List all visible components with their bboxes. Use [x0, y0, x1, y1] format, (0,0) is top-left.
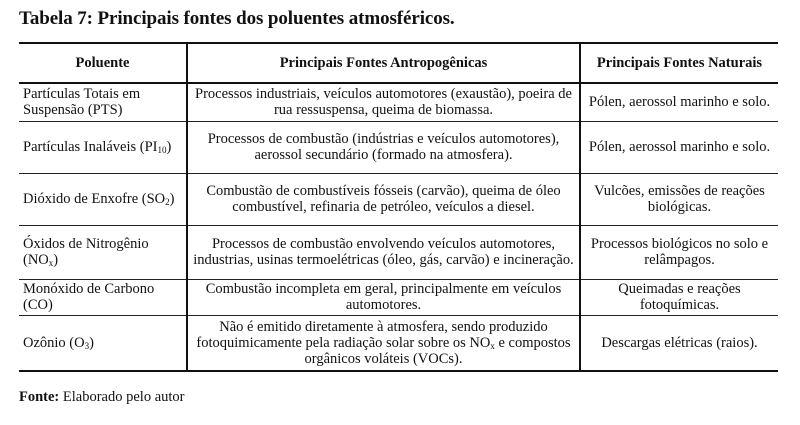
cell-natural: Descargas elétricas (raios). — [580, 315, 778, 371]
table-row — [19, 315, 778, 371]
table-title: Tabela 7: Principais fontes dos poluentes atmosféricos. — [19, 8, 455, 29]
cell-pollutant: Monóxido de Carbono (CO) — [19, 279, 187, 315]
source-text: Elaborado pelo autor — [59, 389, 185, 405]
cell-anthropogenic: Não é emitido diretamente à atmosfera, sendo produzido fotoquimicamente pela radiação solar sobre os $NO_x$ e compostos orgânicos voláteis (VOCs). — [187, 315, 580, 371]
table-row — [19, 173, 778, 225]
pollutants-table — [19, 42, 778, 372]
cell-pollutant: Dióxido de Enxofre $(SO_2)$ — [19, 173, 187, 225]
cell-anthropogenic: Processos de combustão envolvendo veículos automotores, industrias, usinas termoelétricas (óleo, gás, carvão) e incineração. — [187, 225, 580, 279]
table-header-row — [19, 43, 778, 83]
table-row — [19, 121, 778, 173]
header-anthropogenic: Principais Fontes Antropogênicas — [187, 43, 580, 83]
cell-anthropogenic: Combustão de combustíveis fósseis (carvão), queima de óleo combustível, refinaria de petróleo, veículos a diesel. — [187, 173, 580, 225]
cell-pollutant: Óxidos de Nitrogênio $(NO_x)$ — [19, 225, 187, 279]
cell-natural: Queimadas e reações fotoquímicas. — [580, 279, 778, 315]
table-row — [19, 83, 778, 121]
source-label: Fonte: — [19, 389, 60, 405]
cell-natural: Processos biológicos no solo e relâmpagos. — [580, 225, 778, 279]
cell-natural: Pólen, aerossol marinho e solo. — [580, 121, 778, 173]
cell-anthropogenic: Processos de combustão (indústrias e veículos automotores), aerossol secundário (formado na atmosfera). — [187, 121, 580, 173]
cell-natural: Vulcões, emissões de reações biológicas. — [580, 173, 778, 225]
cell-anthropogenic: Combustão incompleta em geral, principalmente em veículos automotores. — [187, 279, 580, 315]
cell-pollutant: Partículas Totais em Suspensão (PTS) — [19, 83, 187, 121]
source-note — [19, 389, 184, 406]
table-row — [19, 225, 778, 279]
cell-natural: Pólen, aerossol marinho e solo. — [580, 83, 778, 121]
header-natural: Principais Fontes Naturais — [580, 43, 778, 83]
header-pollutant: Poluente — [19, 43, 187, 83]
cell-pollutant: Partículas Inaláveis $(PI_{10})$ — [19, 121, 187, 173]
cell-anthropogenic: Processos industriais, veículos automotores (exaustão), poeira de rua ressuspensa, queima de biomassa. — [187, 83, 580, 121]
table-row — [19, 279, 778, 315]
cell-pollutant: Ozônio $(O_3)$ — [19, 315, 187, 371]
